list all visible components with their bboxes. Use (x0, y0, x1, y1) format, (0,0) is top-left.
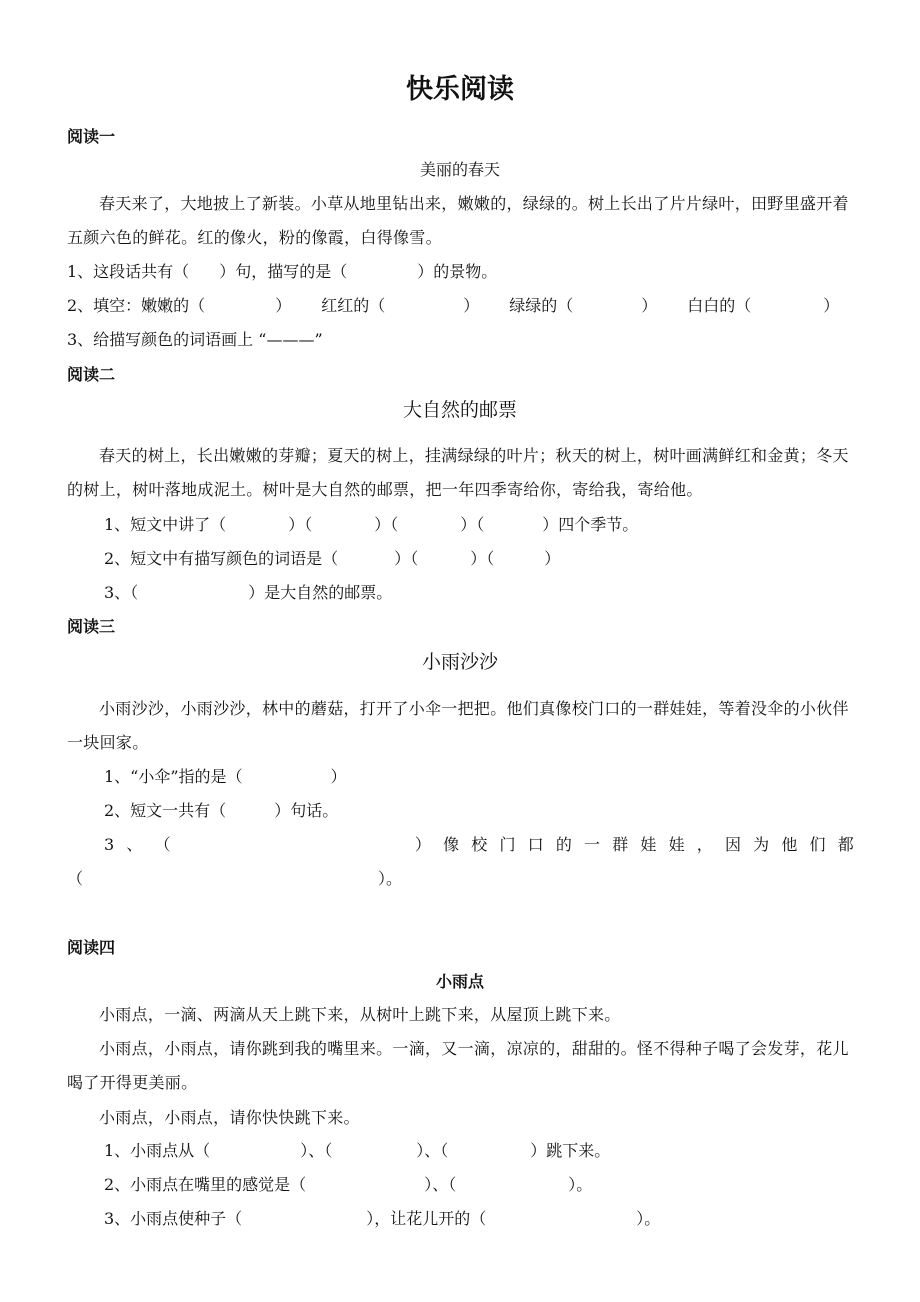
passage-4-para-2: 小雨点，小雨点，请你跳到我的嘴里来。一滴，又一滴，凉凉的，甜甜的。怪不得种子喝了会发芽，花儿喝了开得更美丽。 (67, 1039, 849, 1092)
question-3-3-line2: （ ）。 (67, 869, 403, 888)
story-title-3: 小雨沙沙 (421, 651, 498, 673)
passage-4-para-1: 小雨点，一滴、两滴从天上跳下来，从树叶上跳下来，从屋顶上跳下来。 (99, 1005, 621, 1024)
question-3-1: 1、“小伞”指的是（ ） (104, 767, 347, 786)
story-title-4: 小雨点 (435, 972, 484, 991)
question-2-3: 3、（ ）是大自然的邮票。 (104, 583, 393, 602)
passage-2: 春天的树上，长出嫩嫩的芽瓣；夏天的树上，挂满绿绿的叶片；秋天的树上，树叶画满鲜红和金黄；冬天的树上，树叶落地成泥土。树叶是大自然的邮票，把一年四季寄给你，寄给我，寄给他。 (67, 446, 849, 499)
page-title: 快乐阅读 (406, 74, 514, 105)
section-heading-4: 阅读四 (67, 938, 116, 957)
section-heading-1: 阅读一 (67, 127, 116, 146)
story-title-2: 大自然的邮票 (402, 399, 517, 421)
question-1-3: 3、给描写颜色的词语画上 “———” (67, 330, 323, 349)
question-3-3: 3 、 （ ） 像 校 门 口 的 一 群 娃 娃 ， 因 为 他 们 都 (104, 835, 854, 854)
question-3-2: 2、短文一共有（ ）句话。 (104, 801, 339, 820)
question-1-1: 1、这段话共有（ ）句，描写的是（ ）的景物。 (67, 262, 498, 281)
passage-1: 春天来了，大地披上了新装。小草从地里钻出来，嫩嫩的，绿绿的。树上长出了片片绿叶，田野里盛开着五颜六色的鲜花。红的像火，粉的像霞，白得像雪。 (67, 194, 849, 247)
question-4-1: 1、小雨点从（ ）、（ ）、（ ）跳下来。 (104, 1141, 611, 1160)
section-heading-2: 阅读二 (67, 365, 116, 384)
section-heading-3: 阅读三 (67, 617, 116, 636)
passage-3: 小雨沙沙，小雨沙沙，林中的蘑菇，打开了小伞一把把。他们真像校门口的一群娃娃，等着没伞的小伙伴一块回家。 (67, 699, 849, 752)
question-2-2: 2、短文中有描写颜色的词语是（ ）（ ）（ ） (104, 549, 561, 568)
question-2-1: 1、短文中讲了（ ）（ ）（ ）（ ）四个季节。 (104, 515, 639, 534)
question-1-2: 2、填空：嫩嫩的（ ） 红红的（ ） 绿绿的（ ） 白白的（ ） (67, 296, 840, 315)
story-title-1: 美丽的春天 (419, 160, 500, 179)
question-4-3: 3、小雨点使种子（ ），让花儿开的（ ）。 (104, 1209, 661, 1228)
passage-4-para-3: 小雨点，小雨点，请你快快跳下来。 (99, 1108, 360, 1127)
question-4-2: 2、小雨点在嘴里的感觉是（ ）、（ ）。 (104, 1175, 593, 1194)
